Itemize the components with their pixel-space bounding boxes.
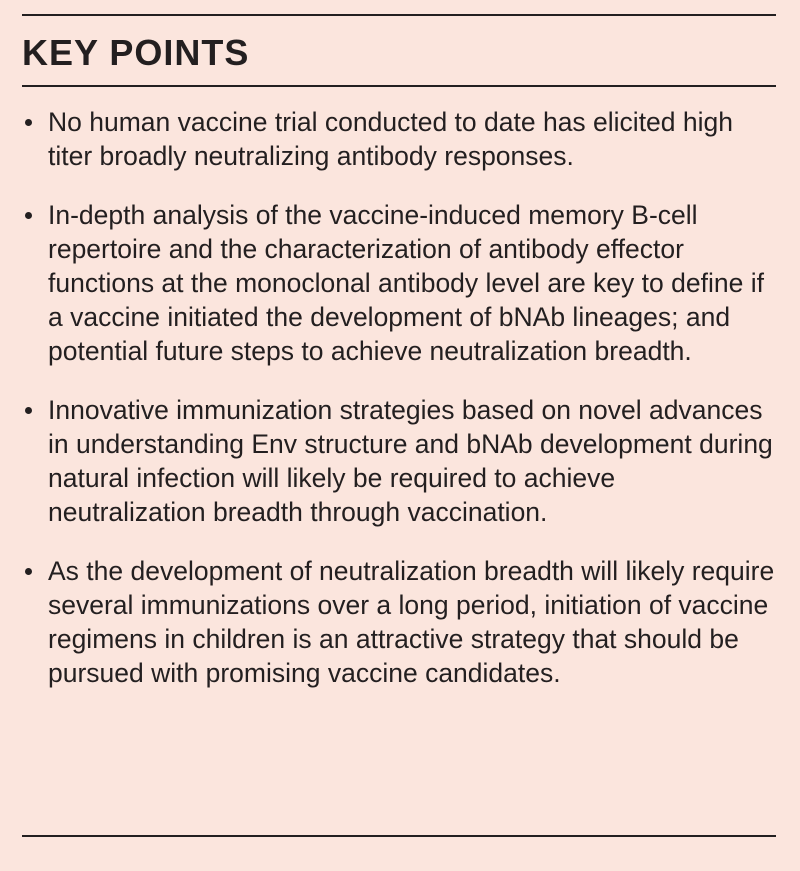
key-point-1 [22,105,778,173]
bullet-icon [25,212,32,219]
bullet-icon [25,407,32,414]
key-point-text: Innovative immunization strategies based on novel advances in understanding Env structure and bNAb development during natural infection will likely be required to achieve neutralization breadth through vaccination. [48,395,773,527]
key-point-4 [22,554,778,690]
box-title: KEY POINTS [22,32,250,73]
key-point-2 [22,198,778,368]
top-rule [22,14,776,16]
key-point-text: No human vaccine trial conducted to date has elicited high titer broadly neutralizing antibody responses. [48,107,734,171]
key-points-list [22,105,778,715]
title-rule [22,85,776,87]
bullet-icon [25,119,32,126]
bottom-rule [22,835,776,837]
key-point-text: In-depth analysis of the vaccine-induced memory B-cell repertoire and the characterization of antibody effector functions at the monoclonal antibody level are key to define if a vaccine initiated the development of bNAb lineages; and potential future steps to achieve neutralization breadth. [48,200,764,366]
key-point-text: As the development of neutralization breadth will likely require several immunizations over a long period, initiation of vaccine regimens in children is an attractive strategy that should be pursued with promising vaccine candidates. [48,556,775,688]
bullet-icon [25,568,32,575]
key-point-3 [22,393,778,529]
